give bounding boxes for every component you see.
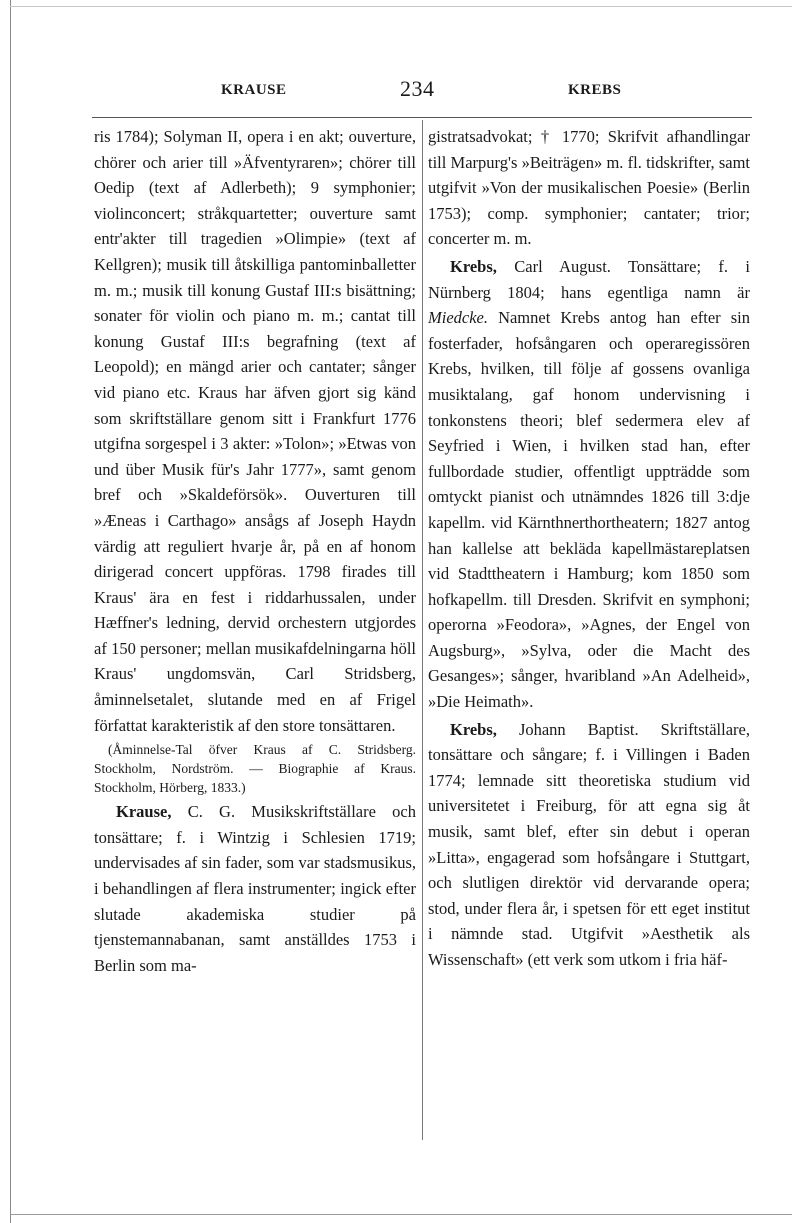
page-top-edge	[10, 6, 792, 7]
entry-italic-name: Miedcke.	[428, 308, 488, 328]
running-header	[0, 78, 792, 108]
krebs-johann-baptist-entry	[428, 717, 750, 973]
entry-headword: Krebs,	[450, 256, 497, 276]
entry-body: C. G. Musikskriftställare och tonsättare; f. i Wintzig i Schlesien 1719; undervisades af sin fader, som var stadsmusikus, i behandlingen af flera instrumenter; ingick efter slutade akademiska studier på tjenstemannabanan, samt anställdes 1753 i Berlin som ma-	[94, 802, 416, 975]
page-number: 234	[400, 76, 435, 101]
right-column	[428, 124, 750, 973]
column-divider	[422, 120, 423, 1140]
page-left-edge	[10, 0, 11, 1223]
krebs-carl-august-entry	[428, 254, 750, 715]
left-column	[94, 124, 416, 978]
header-right-word: KREBS	[568, 82, 622, 98]
entry-headword: Krebs,	[450, 719, 497, 739]
entry-body: Johann Baptist. Skriftställare, tonsättare och sångare; f. i Villingen i Baden 1774; lemnade sitt theoretiska studium vid universitetet i Freiburg, för att egna sig åt musik, samt blef, efter sin debut i operan »Litta», engagerad som hofsångare i Stuttgart, och slutligen direktör vid dervarande opera; stod, under flera år, i spetsen för ett eget institut i nämnde stad. Utgifvit »Aesthetik als Wissenschaft» (ett verk som utkom i fria häf-	[428, 719, 750, 969]
krause-cg-entry	[94, 799, 416, 978]
krause-entry-continuation: gistratsadvokat; † 1770; Skrifvit afhandlingar till Marpurg's »Beiträgen» m. fl. tidskrifter, samt utgifvit »Von der musikalischen Poesie» (Berlin 1753); comp. symphonier; cantater; trior; concerter m. m.	[428, 127, 750, 249]
entry-body-b: Namnet Krebs antog han efter sin fosterfader, hofsångaren och operaregissören Krebs, hvilken, till följe af gossens ovanliga musiktalang, gaf honom undervisning i tonkonstens theori; blef sedermera elev af Seyfried i Wien, i hvilken stad han, efter fullbordade studier, offentligt uppträdde som omtyckt pianist och utnämndes 1826 till 3:dje kapellm. vid Kärnthnerthortheatern; 1827 antog han kallelse att bekläda kapellmästareplatsen vid Stadttheatern i Hamburg; kom 1850 som hofkapellm. till Dresden. Skrifvit en symphoni; operorna »Feodora», »Agnes, der Engel von Augsburg», »Sylva, oder die Macht des Gesanges»; sånger, hvaribland »An Adelheid», »Die Heimath».	[428, 308, 750, 712]
entry-headword: Krause,	[116, 802, 172, 822]
header-rule	[92, 117, 752, 118]
header-left-word: KRAUSE	[221, 82, 287, 98]
kraus-references: (Åminnelse-Tal öfver Kraus af C. Stridsberg. Stockholm, Nordström. — Biographie af Kraus. Stockholm, Hörberg, 1833.)	[94, 742, 416, 796]
entry-body-a: Carl August. Tonsättare; f. i Nürnberg 1804; hans egentliga namn är	[428, 256, 750, 302]
kraus-entry-continuation: ris 1784); Solyman II, opera i en akt; ouverture, chörer och arier till »Äfventyraren»; chörer till Oedip (text af Adlerbeth); 9 symphonier; violinconcert; stråkquartetter; ouverture samt entr'akter till tragedien »Olimpie» (text af Kellgren); musik till åtskilliga pantominballetter m. m.; musik till konung Gustaf III:s bisättning; sonater för violin och piano m. m.; cantat till konung Gustaf III:s begrafning (text af Leopold); en mängd arier och cantater; sånger vid piano etc. Kraus har äfven gjort sig känd som skriftställare genom sitt i Frankfurt 1776 utgifna sorgespel i 3 akter: »Tolon»; »Etwas von und über Musik für's Jahr 1777», samt genom bref och »Skaldeförsök». Ouverturen till »Æneas i Carthago» ansågs af Joseph Haydn värdig att reguliert hvarje år, på en af honom dirigerad concert uppföras. 1798 firades till Kraus' ära en fest i riddarhussalen, under Hæffner's ledning, dervid orchestern utgjordes af 150 personer; mellan musikafdelningarna höll Kraus' ungdomsvän, Carl Stridsberg, åminnelsetalet, slutande med en af Frigel författat karakteristik af den store tonsättaren.	[94, 127, 416, 735]
page-bottom-edge	[10, 1214, 792, 1215]
